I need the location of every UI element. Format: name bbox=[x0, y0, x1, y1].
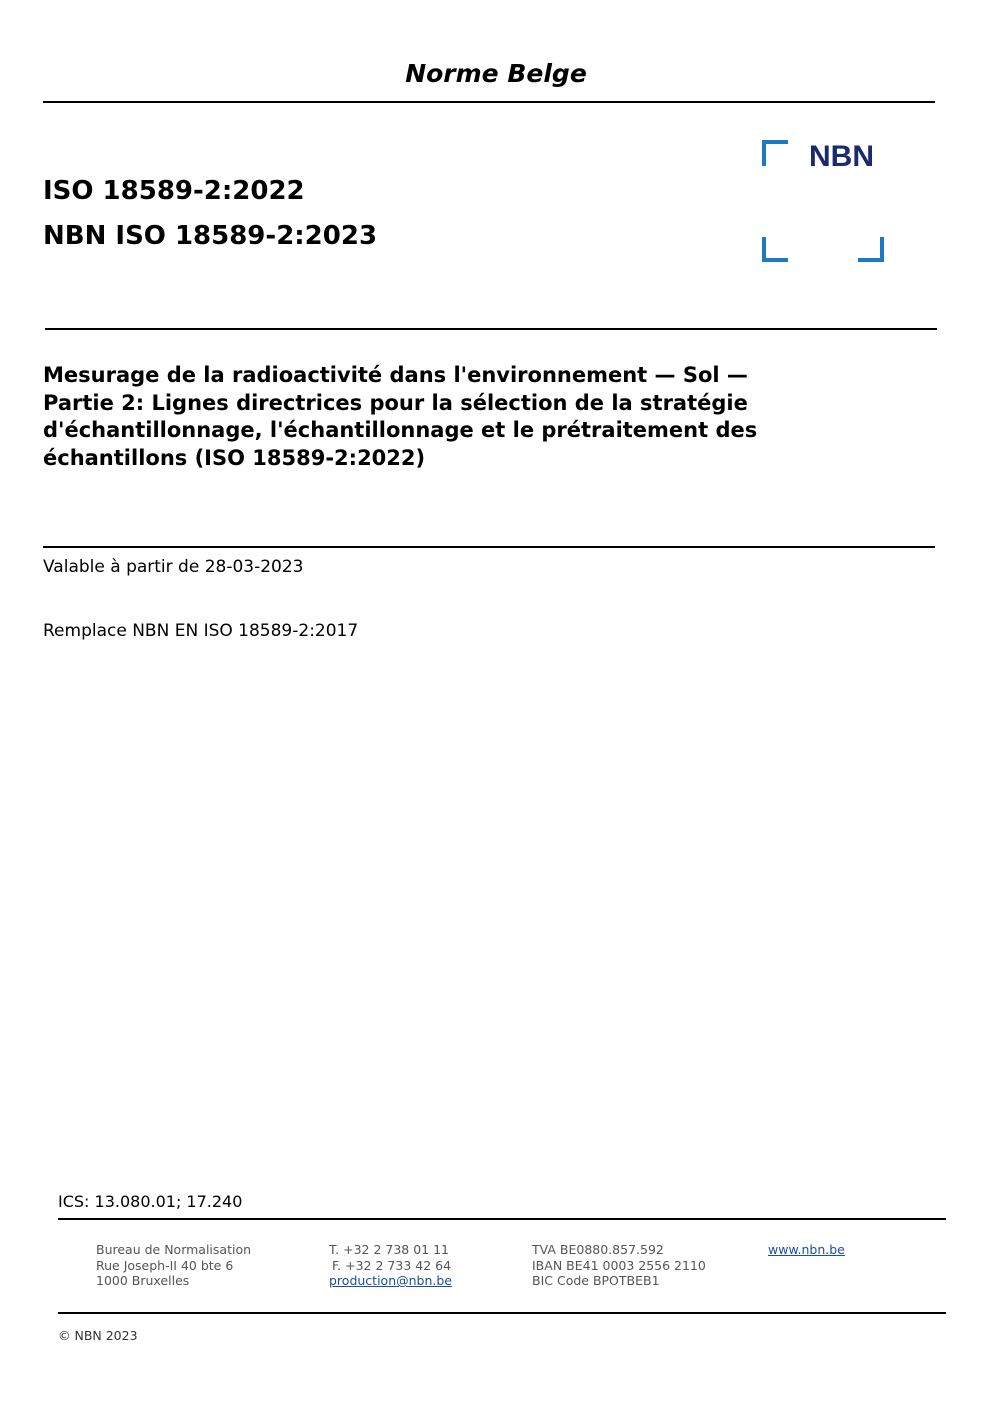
document-title-line: Partie 2: Lignes directrices pour la sélection de la stratégie bbox=[43, 390, 748, 415]
replaces-text: Remplace NBN EN ISO 18589-2:2017 bbox=[43, 621, 359, 641]
bic-code: BIC Code BPOTBEB1 bbox=[532, 1273, 660, 1289]
iban-number: IBAN BE41 0003 2556 2110 bbox=[532, 1257, 706, 1273]
website-link[interactable]: www.nbn.be bbox=[768, 1242, 845, 1257]
email-link[interactable]: production@nbn.be bbox=[329, 1273, 452, 1289]
address-line: Bureau de Normalisation bbox=[96, 1242, 252, 1257]
document-title-line: Mesurage de la radioactivité dans l'environnement — Sol — bbox=[43, 363, 748, 387]
header-divider bbox=[43, 101, 935, 103]
logo-bracket-bottom-right bbox=[858, 237, 882, 260]
footer-top-divider bbox=[58, 1218, 946, 1220]
phone-number: T. +32 2 738 01 11 bbox=[329, 1242, 449, 1257]
ics-codes: ICS: 13.080.01; 17.240 bbox=[58, 1192, 243, 1211]
footer-bank-info bbox=[532, 1242, 706, 1289]
document-title-line: d'échantillonnage, l'échantillonnage et le prétraitement des bbox=[43, 418, 758, 442]
document-title bbox=[43, 362, 913, 472]
vat-number: TVA BE0880.857.592 bbox=[532, 1242, 664, 1257]
title-top-divider bbox=[45, 328, 937, 330]
copyright-text: © NBN 2023 bbox=[58, 1328, 138, 1343]
address-line: Rue Joseph-II 40 bte 6 bbox=[96, 1257, 234, 1273]
document-title-line: échantillons (ISO 18589-2:2022) bbox=[43, 445, 426, 470]
logo-bracket-top-left bbox=[764, 142, 788, 166]
logo-text: NBN bbox=[809, 140, 874, 173]
iso-code: ISO 18589-2:2022 bbox=[43, 176, 305, 206]
footer-address bbox=[96, 1242, 251, 1289]
nbn-logo bbox=[762, 140, 886, 264]
logo-bracket-bottom-left bbox=[764, 237, 788, 260]
nbn-code: NBN ISO 18589-2:2023 bbox=[43, 221, 378, 251]
header-title: Norme Belge bbox=[405, 59, 587, 88]
address-line: 1000 Bruxelles bbox=[96, 1273, 190, 1289]
title-bottom-divider bbox=[43, 546, 935, 548]
nbn-logo-graphic bbox=[762, 140, 886, 264]
footer-contact bbox=[329, 1242, 452, 1289]
footer-bottom-divider bbox=[58, 1312, 946, 1314]
valid-from-text: Valable à partir de 28-03-2023 bbox=[43, 557, 304, 577]
fax-number: F. +32 2 733 42 64 bbox=[332, 1257, 452, 1273]
footer-website bbox=[768, 1242, 845, 1258]
